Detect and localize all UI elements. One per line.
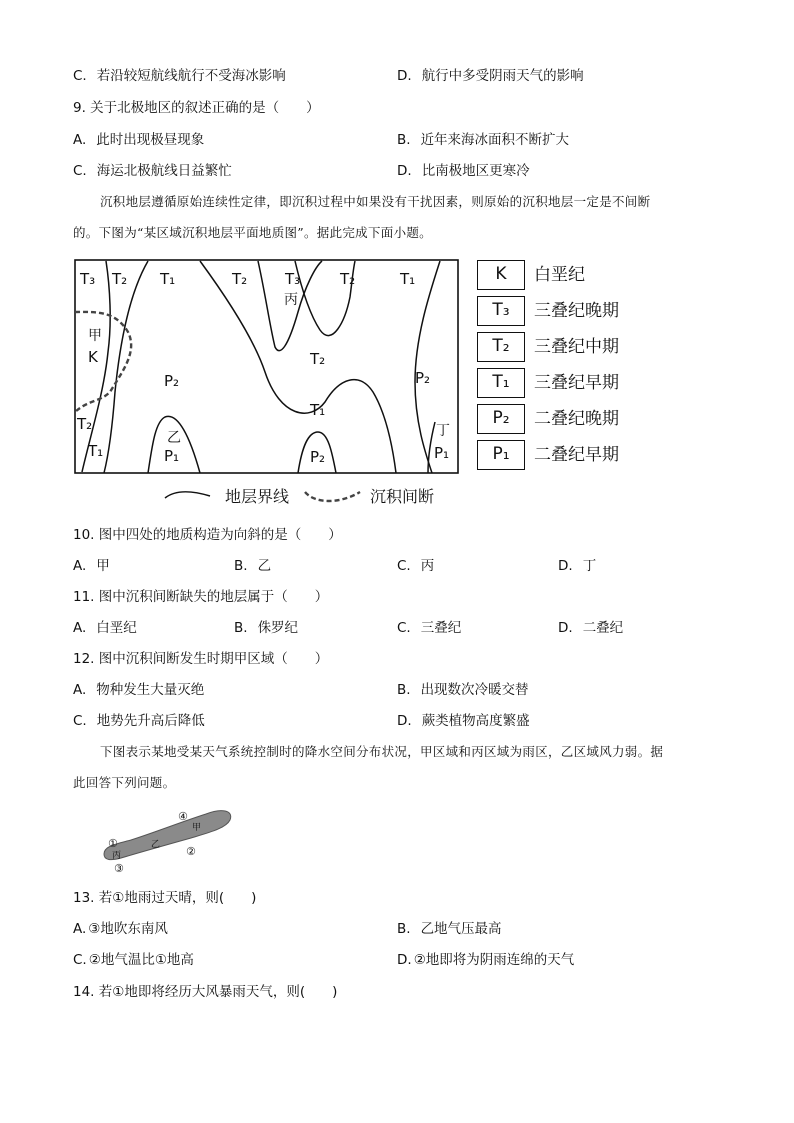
option-text: 航行中多受阴雨天气的影响 [421, 68, 584, 84]
q9-option-d[interactable] [397, 162, 530, 180]
q10-option-a[interactable] [73, 557, 110, 575]
label-ding: 丁 [436, 423, 450, 439]
boundary-legend-text: 地层界线 [225, 487, 290, 506]
q8-option-c[interactable] [73, 67, 286, 85]
option-text: 甲 [96, 558, 110, 574]
circle-3: ③ [114, 862, 124, 875]
q14-stem: 14. 若①地即将经历大风暴雨天气，则( ) [73, 984, 338, 1000]
label-p2-c: P₂ [310, 448, 326, 466]
option-label: B. [234, 620, 248, 636]
legend-code: P₂ [477, 404, 525, 434]
q10-stem: 10. 图中四处的地质构造为向斜的是（ ） [73, 527, 342, 543]
option-text: 丙 [420, 558, 435, 574]
passage1-line2: 的。下图为“某区域沉积地层平面地质图”。据此完成下面小题。 [73, 225, 432, 240]
label-t1-a: T₁ [160, 270, 176, 288]
option-text: 地势先升高后降低 [96, 713, 205, 729]
legend-code: P₁ [477, 440, 525, 470]
option-text: 白垩纪 [96, 620, 137, 636]
q11-option-d[interactable] [558, 619, 623, 637]
label-t2-c: T₂ [310, 350, 326, 368]
q12-option-d[interactable] [397, 712, 530, 730]
region-bing: 丙 [112, 851, 122, 861]
stratum-boundaries [82, 261, 440, 473]
label-t3-topleft: T₃ [80, 270, 96, 288]
rain-band-shape [104, 811, 231, 860]
option-text: ②地气温比①地高 [88, 952, 194, 968]
circle-1: ① [108, 837, 118, 850]
q13-option-c[interactable] [73, 951, 194, 969]
label-p1-b: P₁ [434, 444, 450, 462]
option-label: A. [73, 682, 87, 698]
q9-stem: 9. 关于北极地区的叙述正确的是（ ） [73, 100, 320, 116]
option-text: 三叠纪 [420, 620, 462, 636]
q13-option-a[interactable] [73, 920, 168, 938]
option-label: A. [73, 558, 87, 574]
legend-code: T₁ [477, 368, 525, 398]
q11-option-a[interactable] [73, 619, 137, 637]
label-p1-a: P₁ [164, 447, 180, 465]
weather-system-figure [96, 802, 241, 877]
q11-option-b[interactable] [234, 619, 298, 637]
passage2-line2: 此回答下列问题。 [73, 775, 176, 790]
map-frame [75, 260, 458, 473]
region-jia: 甲 [192, 823, 202, 833]
label-t1-c: T₁ [310, 401, 326, 419]
option-label: B. [397, 132, 411, 148]
passage2-line1: 下图表示某地受某天气系统控制时的降水空间分布状况，甲区域和丙区域为雨区，乙区域风力弱。据 [100, 744, 664, 759]
q9-option-c[interactable] [73, 162, 232, 180]
label-bing: 丙 [284, 292, 298, 308]
legend-name: 二叠纪晚期 [534, 409, 619, 429]
legend-code: T₃ [477, 296, 525, 326]
legend-name: 白垩纪 [534, 265, 585, 285]
option-label: A. [73, 921, 87, 937]
label-t3-b: T₃ [285, 270, 301, 288]
option-text: 乙 [257, 558, 272, 574]
option-text: 乙地气压最高 [420, 921, 502, 937]
option-label: D. [558, 620, 573, 636]
passage1-line1: 沉积地层遵循原始连续性定律，即沉积过程中如果没有干扰因素，则原始的沉积地层一定是不间断 [100, 194, 651, 209]
option-label: B. [397, 682, 411, 698]
geologic-map [60, 252, 480, 514]
circle-2: ② [186, 845, 196, 858]
q9-option-a[interactable] [73, 131, 204, 149]
option-label: D. [397, 713, 412, 729]
option-label: B. [234, 558, 248, 574]
option-label: D. [558, 558, 573, 574]
region-yi: 乙 [151, 840, 161, 850]
label-t2-a: T₂ [232, 270, 248, 288]
option-text: 比南极地区更寒冷 [421, 163, 530, 179]
option-label: A. [73, 620, 87, 636]
option-label: C. [73, 952, 87, 968]
q8-option-d[interactable] [397, 67, 584, 85]
circle-4: ④ [178, 810, 188, 823]
option-label: D. [397, 163, 412, 179]
option-label: D. [397, 952, 412, 968]
label-t1-b: T₁ [400, 270, 416, 288]
option-text: ②地即将为阴雨连绵的天气 [413, 952, 575, 968]
option-label: C. [73, 713, 87, 729]
label-p2-a: P₂ [164, 372, 180, 390]
option-text: 此时出现极昼现象 [96, 132, 205, 148]
unconformity-legend-line [305, 492, 360, 501]
q11-option-c[interactable] [397, 619, 461, 637]
legend-name: 二叠纪早期 [534, 445, 619, 465]
q10-option-d[interactable] [558, 557, 596, 575]
label-t2-d: T₂ [77, 415, 93, 433]
option-text: 海运北极航线日益繁忙 [96, 163, 232, 179]
option-label: C. [397, 620, 411, 636]
label-t2-topleft: T₂ [112, 270, 128, 288]
q12-option-b[interactable] [397, 681, 529, 699]
legend-code: K [477, 260, 525, 290]
q13-option-d[interactable] [397, 951, 574, 969]
label-jia: 甲 [88, 328, 102, 344]
option-text: 蕨类植物高度繁盛 [421, 713, 530, 729]
label-k: K [88, 348, 98, 366]
q11-stem: 11. 图中沉积间断缺失的地层属于（ ） [73, 589, 329, 605]
legend-code: T₂ [477, 332, 525, 362]
option-text: 近年来海冰面积不断扩大 [420, 132, 570, 148]
option-text: 物种发生大量灭绝 [96, 682, 205, 698]
label-yi: 乙 [167, 430, 181, 446]
option-label: A. [73, 132, 87, 148]
legend-name: 三叠纪晚期 [534, 301, 619, 321]
option-text: 侏罗纪 [257, 620, 299, 636]
option-label: C. [397, 558, 411, 574]
option-label: C. [73, 163, 87, 179]
option-text: 出现数次冷暖交替 [420, 682, 529, 698]
label-p2-b: P₂ [415, 369, 431, 387]
label-t1-d: T₁ [88, 442, 104, 460]
q9-option-b[interactable] [397, 131, 569, 149]
label-t2-b: T₂ [340, 270, 356, 288]
unconformity-line [75, 312, 131, 412]
q12-option-a[interactable] [73, 681, 204, 699]
legend-name: 三叠纪早期 [534, 373, 619, 393]
unconformity-legend-text: 沉积间断 [370, 487, 435, 506]
option-text: 丁 [582, 558, 597, 574]
q10-option-b[interactable] [234, 557, 271, 575]
q12-option-c[interactable] [73, 712, 205, 730]
option-label: D. [397, 68, 412, 84]
option-label: B. [397, 921, 411, 937]
option-label: C. [73, 68, 87, 84]
boundary-legend-line [165, 492, 210, 498]
option-text: 二叠纪 [582, 620, 624, 636]
q13-stem: 13. 若①地雨过天晴，则( ) [73, 890, 257, 906]
q10-option-c[interactable] [397, 557, 434, 575]
q13-option-b[interactable] [397, 920, 502, 938]
legend-name: 三叠纪中期 [534, 337, 619, 357]
option-text: 若沿较短航线航行不受海冰影响 [96, 68, 286, 84]
q12-stem: 12. 图中沉积间断发生时期甲区域（ ） [73, 651, 329, 667]
option-text: ③地吹东南风 [88, 921, 168, 937]
